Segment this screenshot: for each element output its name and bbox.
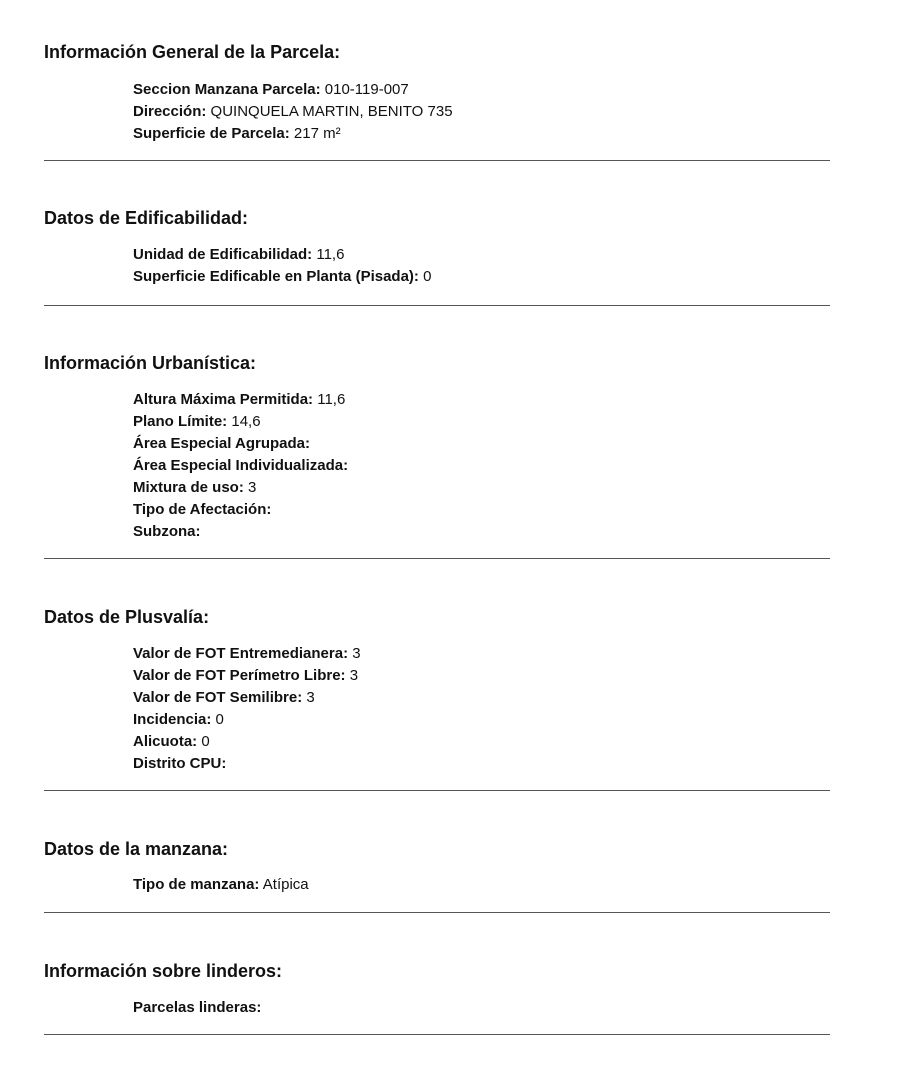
- field-value: 0: [423, 268, 432, 285]
- field-label: Seccion Manzana Parcela:: [133, 81, 321, 98]
- field-list: [133, 389, 348, 543]
- field-value: 11,6: [317, 391, 346, 408]
- field-area-especial-agrupada: [133, 433, 348, 455]
- field-value: 3: [349, 667, 359, 684]
- field-label: Alicuota:: [133, 733, 198, 750]
- field-tipo-manzana: [133, 874, 309, 896]
- section-divider: [44, 305, 830, 306]
- field-value: 3: [306, 689, 315, 706]
- section-divider: [44, 1034, 830, 1035]
- field-list: [133, 79, 453, 145]
- field-value: 0: [215, 711, 224, 728]
- section-divider: [44, 912, 830, 913]
- field-label: Parcelas linderas:: [133, 999, 262, 1016]
- field-label: Área Especial Individualizada:: [133, 457, 349, 474]
- field-fot-perimetro-libre: [133, 665, 361, 687]
- field-fot-semilibre: [133, 687, 361, 709]
- section-title: Información sobre linderos:: [44, 961, 283, 981]
- section-title: Datos de Plusvalía:: [44, 607, 210, 627]
- field-plano-limite: [133, 411, 348, 433]
- field-incidencia: [133, 709, 361, 731]
- field-label: Altura Máxima Permitida:: [133, 391, 314, 408]
- field-label: Superficie de Parcela:: [133, 125, 290, 142]
- field-mixtura-uso: [133, 477, 348, 499]
- field-superficie-edificable: [133, 266, 431, 288]
- field-label: Distrito CPU:: [133, 755, 227, 772]
- field-label: Área Especial Agrupada:: [133, 435, 311, 452]
- field-value: Atípica: [262, 876, 309, 893]
- field-label: Valor de FOT Semilibre:: [133, 689, 303, 706]
- field-value: 010-119-007: [324, 81, 409, 98]
- field-list: [133, 997, 261, 1019]
- field-value: 217 m²: [293, 125, 341, 142]
- field-value: 3: [352, 645, 361, 662]
- field-tipo-afectacion: [133, 499, 348, 521]
- field-list: [133, 244, 431, 288]
- field-label: Tipo de Afectación:: [133, 501, 272, 518]
- field-seccion-manzana-parcela: [133, 79, 453, 101]
- field-label: Dirección:: [133, 103, 207, 120]
- field-fot-entremedianera: [133, 643, 361, 665]
- field-label: Valor de FOT Perímetro Libre:: [133, 667, 346, 684]
- section-divider: [44, 558, 830, 559]
- field-list: [133, 874, 309, 896]
- section-title: Datos de la manzana:: [44, 839, 229, 859]
- field-label: Unidad de Edificabilidad:: [133, 246, 313, 263]
- section-title: Información General de la Parcela:: [44, 42, 341, 62]
- field-value: 14,6: [231, 413, 261, 430]
- field-superficie-parcela: [133, 123, 453, 145]
- field-value: 11,6: [316, 246, 345, 263]
- field-label: Subzona:: [133, 523, 201, 540]
- field-value: 0: [201, 733, 210, 750]
- field-distrito-cpu: [133, 753, 361, 775]
- field-value: QUINQUELA MARTIN, BENITO 735: [210, 103, 453, 120]
- section-title: Datos de Edificabilidad:: [44, 208, 249, 228]
- section-title: Información Urbanística:: [44, 353, 257, 373]
- field-alicuota: [133, 731, 361, 753]
- section-divider: [44, 790, 830, 791]
- field-unidad-edificabilidad: [133, 244, 431, 266]
- field-value: 3: [248, 479, 257, 496]
- field-label: Incidencia:: [133, 711, 212, 728]
- field-label: Mixtura de uso:: [133, 479, 244, 496]
- section-divider: [44, 160, 830, 161]
- field-subzona: [133, 521, 348, 543]
- field-label: Tipo de manzana:: [133, 876, 260, 893]
- field-parcelas-linderas: [133, 997, 261, 1019]
- field-label: Plano Límite:: [133, 413, 228, 430]
- field-label: Valor de FOT Entremedianera:: [133, 645, 349, 662]
- field-list: [133, 643, 361, 775]
- field-altura-maxima: [133, 389, 348, 411]
- field-direccion: [133, 101, 453, 123]
- field-area-especial-individualizada: [133, 455, 348, 477]
- field-label: Superficie Edificable en Planta (Pisada):: [133, 268, 419, 285]
